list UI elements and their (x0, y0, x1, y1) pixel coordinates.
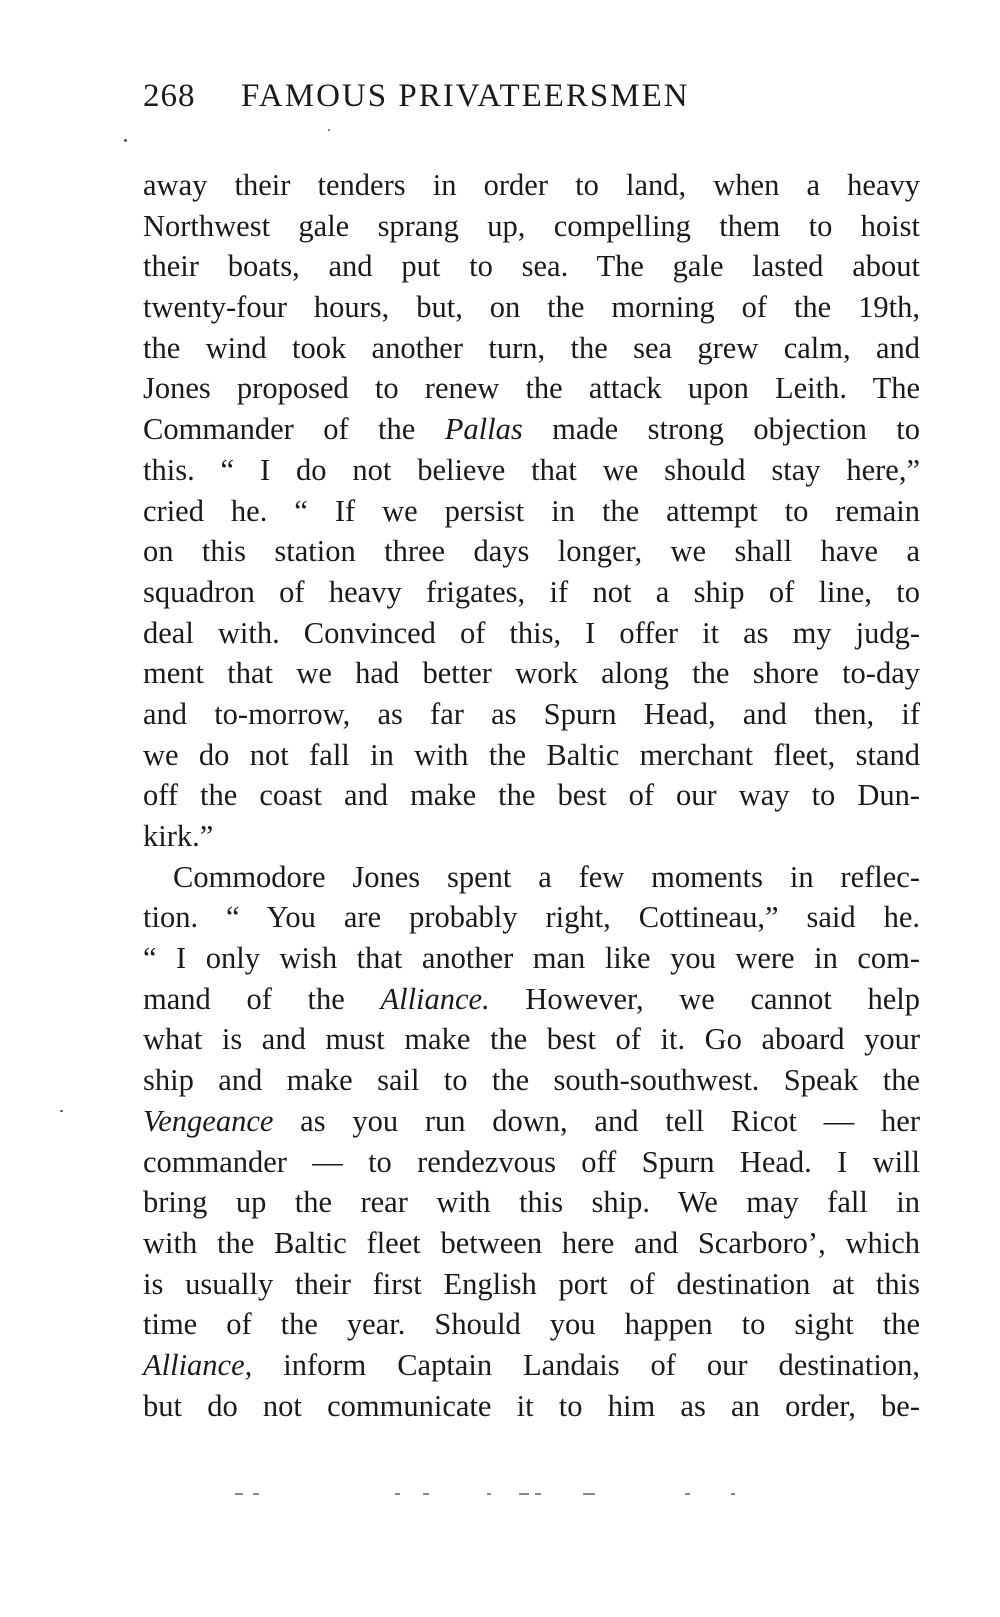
text-line: cried he. “ If we persist in the attempt to remain (143, 493, 920, 528)
text-line: Jones proposed to renew the attack upon Leith. The (143, 371, 920, 406)
body-text (143, 165, 920, 1426)
bleed-mark (535, 1493, 541, 1495)
bleed-mark (235, 1493, 243, 1495)
text-line: Northwest gale sprang up, compelling them to hoist (143, 208, 920, 243)
italic-term: Pallas (444, 412, 523, 447)
text-line (143, 409, 920, 450)
bleed-mark (731, 1493, 735, 1495)
text-line (143, 1345, 920, 1386)
text-line: “ I only wish that another man like you were in com- (143, 941, 920, 976)
text-line: but do not communicate it to him as an order, be- (143, 1388, 920, 1423)
bleed-mark (685, 1493, 690, 1495)
italic-term: Alliance, (143, 1347, 253, 1382)
text-line (143, 979, 920, 1020)
text-line: ment that we had better work along the shore to-day (143, 656, 920, 691)
bleed-mark (583, 1493, 595, 1495)
text-line: off the coast and make the best of our way to Dun- (143, 778, 920, 813)
text-line: twenty-four hours, but, on the morning of the 19th, (143, 290, 920, 325)
text-line: is usually their first English port of destination at this (143, 1266, 920, 1301)
text-line (143, 1101, 920, 1142)
text-line: commander — to rendezvous off Spurn Head. I will (143, 1144, 920, 1179)
text-line: bring up the rear with this ship. We may fall in (143, 1185, 920, 1220)
italic-term: Alliance. (380, 981, 490, 1016)
text-segment: made strong objection to (522, 412, 920, 447)
text-line: we do not fall in with the Baltic merchant fleet, stand (143, 737, 920, 772)
text-segment: as you run down, and tell Ricot — her (273, 1103, 920, 1138)
ink-speck (328, 129, 330, 131)
bleed-mark (487, 1493, 491, 1495)
text-line: on this station three days longer, we shall have a (143, 534, 920, 569)
ink-speck (60, 1110, 63, 1112)
text-line: their boats, and put to sea. The gale lasted about (143, 249, 920, 284)
bleed-mark (519, 1493, 529, 1495)
text-line: squadron of heavy frigates, if not a ship of line, to (143, 574, 920, 609)
text-line: kirk.” (143, 819, 214, 853)
text-segment: Commander of the (143, 412, 445, 447)
text-line: tion. “ You are probably right, Cottineau,” said he. (143, 900, 920, 935)
text-line: what is and must make the best of it. Go aboard your (143, 1022, 920, 1057)
text-line: and to-morrow, as far as Spurn Head, and then, if (143, 696, 920, 731)
running-title: FAMOUS PRIVATEERSMEN (241, 78, 690, 114)
italic-term: Vengeance (143, 1103, 274, 1138)
text-line: Commodore Jones spent a few moments in reflec- (173, 859, 920, 894)
bleed-through-marks (235, 1493, 755, 1497)
text-segment: mand of the (143, 981, 381, 1016)
text-segment: However, we cannot help (489, 981, 921, 1016)
running-head (143, 78, 923, 122)
bleed-mark (253, 1493, 259, 1495)
page-number: 268 (143, 78, 196, 114)
ink-speck (124, 139, 127, 142)
text-line: time of the year. Should you happen to sight the (143, 1307, 920, 1342)
text-line: deal with. Convinced of this, I offer it as my judg- (143, 615, 920, 650)
bleed-mark (423, 1493, 429, 1495)
text-line: the wind took another turn, the sea grew calm, and (143, 330, 920, 365)
text-line: ship and make sail to the south-southwest. Speak the (143, 1063, 920, 1098)
text-segment: inform Captain Landais of our destination, (252, 1347, 920, 1382)
text-line: away their tenders in order to land, when a heavy (143, 168, 920, 202)
text-line: with the Baltic fleet between here and Scarboro’, which (143, 1225, 920, 1260)
text-line: this. “ I do not believe that we should stay here,” (143, 452, 920, 487)
bleed-mark (395, 1493, 400, 1495)
